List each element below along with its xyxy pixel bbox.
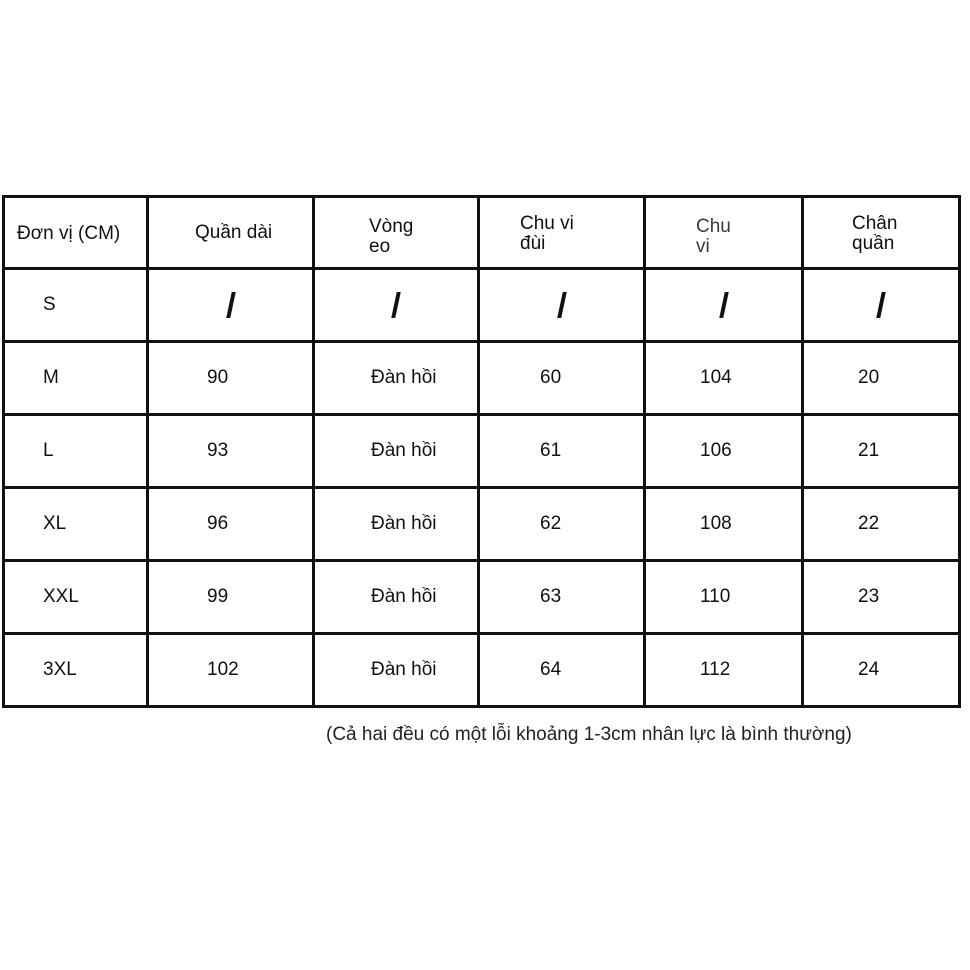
chu-vi-dui-cell-value: 60 — [540, 367, 562, 388]
table-row — [4, 269, 960, 342]
table-header-row — [4, 197, 960, 269]
header-chu-vi-label: Chu vi — [696, 215, 731, 257]
header-unit-label: Đơn vị (CM) — [17, 222, 121, 244]
vong-eo-cell — [314, 415, 479, 488]
size-cell — [4, 269, 148, 342]
header-chan-quan-label: Chân quần — [852, 212, 898, 254]
vong-eo-cell-value: Đàn hồi — [371, 659, 437, 680]
quan-dai-cell — [148, 561, 314, 634]
measurement-note: (Cả hai đều có một lỗi khoảng 1-3cm nhân lực là bình thường) — [326, 724, 852, 745]
header-cell-chu-vi-dui — [479, 197, 645, 269]
table-row — [4, 561, 960, 634]
table-row — [4, 634, 960, 707]
header-quan-dai-label: Quần dài — [195, 221, 273, 243]
chu-vi-cell — [645, 269, 803, 342]
size-chart-table — [2, 195, 961, 708]
size-cell — [4, 634, 148, 707]
size-cell-value: XXL — [43, 586, 79, 607]
chan-quan-cell-value: 21 — [858, 440, 880, 461]
size-cell-value: L — [43, 440, 54, 461]
vong-eo-cell — [314, 634, 479, 707]
not-available-mark — [391, 292, 401, 318]
chu-vi-dui-cell-value: 63 — [540, 586, 562, 607]
chan-quan-cell-value: 24 — [858, 659, 880, 680]
quan-dai-cell-value: 96 — [207, 513, 229, 534]
table-row — [4, 415, 960, 488]
size-cell — [4, 342, 148, 415]
not-available-mark — [719, 292, 729, 318]
quan-dai-cell-value: 102 — [207, 659, 239, 680]
table-row — [4, 488, 960, 561]
chan-quan-cell — [803, 561, 960, 634]
chu-vi-dui-cell — [479, 342, 645, 415]
chan-quan-cell-value: 22 — [858, 513, 880, 534]
chu-vi-dui-cell — [479, 488, 645, 561]
not-available-mark — [226, 292, 236, 318]
chu-vi-dui-cell-value: 61 — [540, 440, 562, 461]
chu-vi-cell — [645, 561, 803, 634]
chan-quan-cell — [803, 415, 960, 488]
vong-eo-cell — [314, 488, 479, 561]
chu-vi-dui-cell-value: 62 — [540, 513, 562, 534]
header-chu-vi-dui-label: Chu vi đùi — [520, 212, 574, 254]
quan-dai-cell-value: 99 — [207, 586, 229, 607]
vong-eo-cell-value: Đàn hồi — [371, 367, 437, 388]
size-cell-value: M — [43, 367, 59, 388]
quan-dai-cell — [148, 415, 314, 488]
chu-vi-cell — [645, 342, 803, 415]
header-cell-vong-eo — [314, 197, 479, 269]
quan-dai-cell-value: 90 — [207, 367, 229, 388]
chan-quan-cell — [803, 269, 960, 342]
vong-eo-cell-value: Đàn hồi — [371, 586, 437, 607]
header-cell-chu-vi — [645, 197, 803, 269]
chu-vi-cell — [645, 415, 803, 488]
vong-eo-cell-value: Đàn hồi — [371, 440, 437, 461]
size-cell — [4, 488, 148, 561]
size-cell-value: XL — [43, 513, 67, 534]
chan-quan-cell — [803, 342, 960, 415]
quan-dai-cell — [148, 269, 314, 342]
quan-dai-cell — [148, 488, 314, 561]
chu-vi-dui-cell — [479, 415, 645, 488]
chu-vi-cell-value: 112 — [700, 659, 731, 680]
not-available-mark — [557, 292, 567, 318]
chu-vi-cell-value: 106 — [700, 440, 732, 461]
chan-quan-cell-value: 23 — [858, 586, 880, 607]
table-row — [4, 342, 960, 415]
chan-quan-cell — [803, 488, 960, 561]
size-cell-value: S — [43, 294, 56, 315]
vong-eo-cell — [314, 561, 479, 634]
chu-vi-dui-cell — [479, 634, 645, 707]
vong-eo-cell-value: Đàn hồi — [371, 513, 437, 534]
header-cell-unit — [4, 197, 148, 269]
chu-vi-cell-value: 110 — [700, 586, 731, 607]
size-cell — [4, 415, 148, 488]
chu-vi-dui-cell — [479, 269, 645, 342]
chan-quan-cell — [803, 634, 960, 707]
chu-vi-cell — [645, 634, 803, 707]
size-cell-value: 3XL — [43, 659, 77, 680]
quan-dai-cell — [148, 634, 314, 707]
chan-quan-cell-value: 20 — [858, 367, 880, 388]
chu-vi-cell-value: 104 — [700, 367, 732, 388]
quan-dai-cell — [148, 342, 314, 415]
vong-eo-cell — [314, 342, 479, 415]
chu-vi-dui-cell — [479, 561, 645, 634]
vong-eo-cell — [314, 269, 479, 342]
chu-vi-cell-value: 108 — [700, 513, 732, 534]
header-cell-chan-quan — [803, 197, 960, 269]
size-cell — [4, 561, 148, 634]
header-cell-quan-dai — [148, 197, 314, 269]
chu-vi-dui-cell-value: 64 — [540, 659, 562, 680]
chu-vi-cell — [645, 488, 803, 561]
header-vong-eo-label: Vòng eo — [369, 215, 414, 257]
not-available-mark — [876, 292, 886, 318]
quan-dai-cell-value: 93 — [207, 440, 229, 461]
